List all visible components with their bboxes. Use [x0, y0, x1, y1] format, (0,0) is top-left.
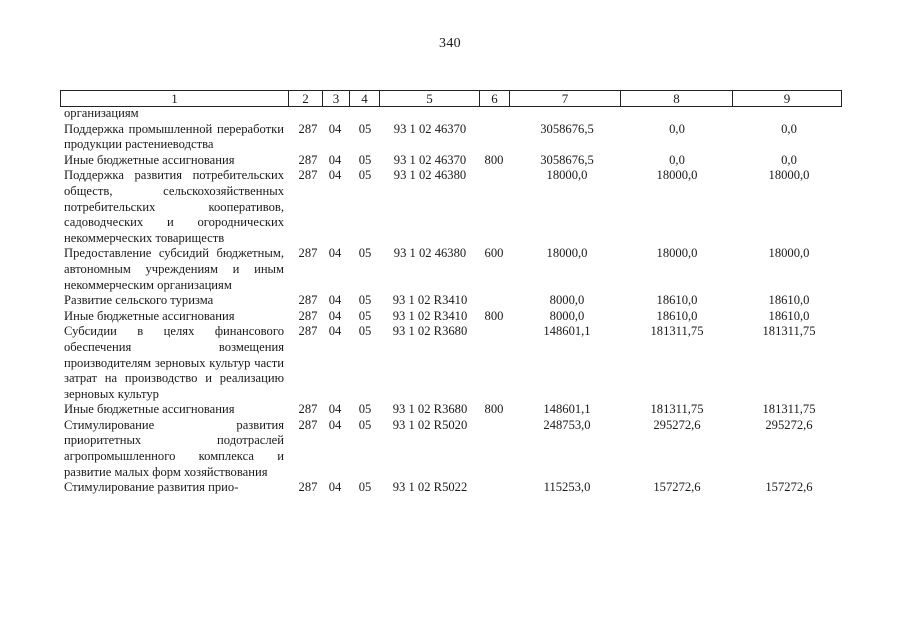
subsection-code: 05: [358, 152, 372, 167]
amount-col-7: 18000,0: [546, 168, 588, 183]
ministry-code: 287: [298, 152, 318, 167]
amount-col-9: 18000,0: [768, 168, 810, 183]
amount-col-8: 18610,0: [656, 308, 698, 323]
subsection-code: 05: [358, 246, 372, 261]
amount-col-7: 3058676,5: [540, 121, 594, 136]
amount-col-7: 115253,0: [543, 480, 591, 495]
target-article-code: 93 1 02 R3680: [392, 324, 468, 339]
ministry-code: 287: [298, 308, 318, 323]
column-header-7: 7: [510, 91, 621, 107]
target-article-code: 93 1 02 46380: [393, 246, 467, 261]
table-row: [0, 153, 905, 169]
table-row: [0, 418, 905, 480]
row-name: Субсидии в целях финансового обеспечения возмещения производителям зерновых культур части затрат на производство и реализацию зерновых культур: [64, 324, 284, 401]
row-name: Предоставление субсидий бюджетным, автономным учреждениям и иным некоммерческим организациям: [64, 246, 284, 292]
amount-col-8: 181311,75: [650, 324, 704, 339]
section-code: 04: [328, 293, 342, 308]
column-header-table: [60, 90, 842, 107]
column-header-5: 5: [380, 91, 480, 107]
table-row: [0, 480, 905, 496]
ministry-code: 287: [298, 293, 318, 308]
section-code: 04: [328, 121, 342, 136]
amount-col-9: 0,0: [781, 152, 797, 167]
column-header-3: 3: [323, 91, 350, 107]
amount-col-9: 18610,0: [768, 308, 810, 323]
subsection-code: 05: [358, 293, 372, 308]
row-name: Поддержка развития потребительских обществ, сельскохозяйственных потребительских кооперативов, садоводческих и огороднических некоммерческих товариществ: [64, 168, 284, 245]
amount-col-7: 8000,0: [549, 308, 585, 323]
column-header-9: 9: [733, 91, 842, 107]
target-article-code: 93 1 02 R5020: [392, 417, 468, 432]
amount-col-9: 157272,6: [765, 480, 813, 495]
expense-type-code: 600: [484, 246, 504, 261]
amount-col-9: 18610,0: [768, 293, 810, 308]
section-code: 04: [328, 246, 342, 261]
amount-col-7: 8000,0: [549, 293, 585, 308]
table-row: [0, 324, 905, 402]
amount-col-9: 181311,75: [762, 402, 816, 417]
subsection-code: 05: [358, 121, 372, 136]
amount-col-8: 157272,6: [653, 480, 701, 495]
ministry-code: 287: [298, 121, 318, 136]
amount-col-9: 0,0: [781, 121, 797, 136]
amount-col-8: 295272,6: [653, 417, 701, 432]
amount-col-7: 148601,1: [543, 402, 591, 417]
target-article-code: 93 1 02 R3680: [392, 402, 468, 417]
ministry-code: 287: [298, 168, 318, 183]
table-row: [0, 309, 905, 325]
table-row: [0, 402, 905, 418]
subsection-code: 05: [358, 417, 372, 432]
table-row: [0, 122, 905, 153]
target-article-code: 93 1 02 R3410: [392, 293, 468, 308]
amount-col-7: 18000,0: [546, 246, 588, 261]
subsection-code: 05: [358, 324, 372, 339]
expense-type-code: 800: [484, 152, 504, 167]
target-article-code: 93 1 02 R3410: [392, 308, 468, 323]
row-name: Развитие сельского туризма: [64, 293, 214, 308]
table-row: [0, 246, 905, 293]
expense-type-code: 800: [484, 308, 504, 323]
section-code: 04: [328, 324, 342, 339]
ministry-code: 287: [298, 417, 318, 432]
ministry-code: 287: [298, 402, 318, 417]
column-header-4: 4: [350, 91, 380, 107]
row-name: Иные бюджетные ассигнования: [64, 402, 235, 417]
section-code: 04: [328, 402, 342, 417]
page-number: 340: [439, 36, 461, 51]
subsection-code: 05: [358, 308, 372, 323]
table-row: [0, 106, 905, 122]
table-row: [0, 293, 905, 309]
expense-type-code: 800: [484, 402, 504, 417]
row-name: организациям: [64, 106, 139, 120]
target-article-code: 93 1 02 46370: [393, 152, 467, 167]
subsection-code: 05: [358, 168, 372, 183]
target-article-code: 93 1 02 46380: [393, 168, 467, 183]
subsection-code: 05: [358, 480, 372, 495]
row-name: Стимулирование развития приоритетных подотраслей агропромышленного комплекса и развитие малых форм хозяйствования: [64, 417, 284, 479]
section-code: 04: [328, 480, 342, 495]
budget-table-body: [0, 106, 905, 496]
table-row: [0, 168, 905, 246]
amount-col-7: 248753,0: [543, 417, 591, 432]
row-name: Иные бюджетные ассигнования: [64, 152, 235, 167]
amount-col-8: 18610,0: [656, 293, 698, 308]
ministry-code: 287: [298, 246, 318, 261]
ministry-code: 287: [298, 480, 318, 495]
amount-col-9: 295272,6: [765, 417, 813, 432]
column-header-6: 6: [480, 91, 510, 107]
amount-col-8: 0,0: [669, 152, 685, 167]
amount-col-8: 0,0: [669, 121, 685, 136]
row-name: Стимулирование развития прио-: [64, 480, 239, 495]
section-code: 04: [328, 417, 342, 432]
amount-col-7: 3058676,5: [540, 152, 594, 167]
section-code: 04: [328, 308, 342, 323]
section-code: 04: [328, 168, 342, 183]
target-article-code: 93 1 02 46370: [393, 121, 467, 136]
row-name: Поддержка промышленной переработки продукции растениеводства: [64, 121, 284, 152]
section-code: 04: [328, 152, 342, 167]
row-name: Иные бюджетные ассигнования: [64, 308, 235, 323]
amount-col-8: 18000,0: [656, 246, 698, 261]
subsection-code: 05: [358, 402, 372, 417]
target-article-code: 93 1 02 R5022: [392, 480, 468, 495]
amount-col-8: 18000,0: [656, 168, 698, 183]
column-header-8: 8: [621, 91, 733, 107]
amount-col-9: 181311,75: [762, 324, 816, 339]
amount-col-7: 148601,1: [543, 324, 591, 339]
ministry-code: 287: [298, 324, 318, 339]
amount-col-9: 18000,0: [768, 246, 810, 261]
column-header-2: 2: [289, 91, 323, 107]
column-header-1: 1: [61, 91, 289, 107]
amount-col-8: 181311,75: [650, 402, 704, 417]
